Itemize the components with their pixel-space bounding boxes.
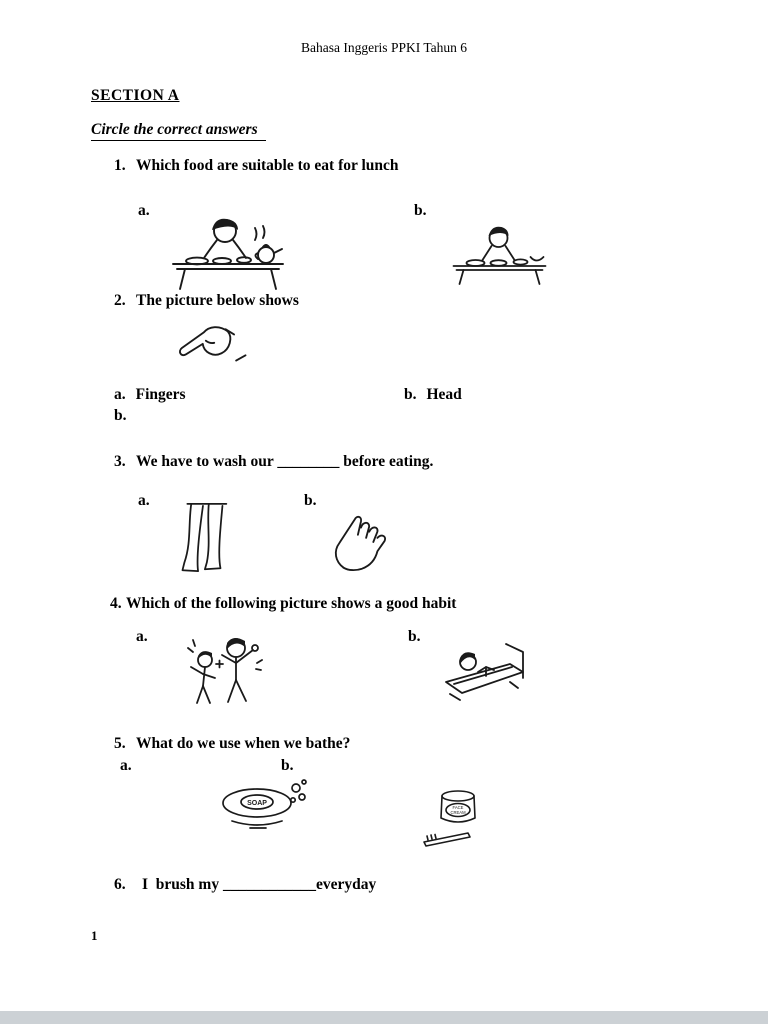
question-1-option-a-image (150, 214, 300, 292)
children-fighting-icon (178, 630, 270, 710)
question-1 (114, 157, 399, 175)
viewer-bottom-bar (0, 1011, 768, 1024)
boy-eating-meal-icon (440, 224, 558, 286)
question-2-option-b (404, 386, 462, 404)
question-6-number: 6. (114, 876, 126, 893)
child-reading-in-bed-icon (440, 638, 528, 706)
question-3-number: 3. (114, 453, 126, 470)
question-5-option-b-label: b. (281, 757, 294, 774)
question-2-option-a-label: a. (114, 386, 126, 403)
question-5-option-a-label: a. (120, 757, 132, 774)
question-5-text: What do we use when we bathe? (136, 735, 351, 752)
question-1-text: Which food are suitable to eat for lunch (136, 157, 399, 174)
question-5-number: 5. (114, 735, 126, 752)
question-5-option-a-image (210, 776, 314, 834)
soap-label: SOAP (247, 800, 267, 807)
question-2 (114, 292, 299, 310)
cream-label-line2: CREAM (450, 810, 466, 815)
instruction-line: Circle the correct answers (91, 121, 266, 141)
question-4-number: 4. (110, 595, 122, 612)
question-6 (114, 876, 376, 894)
question-2-stray-label: b. (114, 407, 127, 424)
question-1-option-a-label: a. (138, 202, 150, 219)
question-6-text: I brush my ____________everyday (142, 876, 377, 893)
question-3-option-b-image (325, 512, 399, 574)
question-3-option-b-label: b. (304, 492, 317, 509)
question-1-option-b-label: b. (414, 202, 427, 219)
question-2-text: The picture below shows (136, 292, 299, 309)
section-title: SECTION A (91, 87, 180, 104)
question-4-option-b-image (440, 638, 528, 706)
question-5 (114, 735, 350, 753)
question-4-option-b-label: b. (408, 628, 421, 645)
boy-eating-lunch-icon (150, 214, 300, 292)
soap-bar-icon (210, 776, 314, 834)
open-palm-hand-icon (325, 512, 399, 574)
question-2-option-b-text: Head (426, 386, 462, 403)
question-2-option-b-label: b. (404, 386, 417, 403)
question-1-option-b-image (440, 224, 558, 286)
question-3-option-a-image (170, 500, 232, 578)
cream-label-line1: FACE (452, 805, 464, 810)
question-5-option-b-image (415, 785, 495, 851)
question-3 (114, 453, 433, 471)
question-2-option-a (114, 386, 186, 404)
question-4-text: Which of the following picture shows a good habit (126, 595, 457, 612)
question-4 (110, 595, 456, 613)
question-2-option-a-text: Fingers (135, 386, 186, 403)
question-4-option-a-label: a. (136, 628, 148, 645)
document-header: Bahasa Inggeris PPKI Tahun 6 (300, 40, 468, 55)
question-1-number: 1. (114, 157, 126, 174)
question-2-image (165, 323, 253, 371)
page-number: 1 (91, 928, 98, 943)
question-3-option-a-label: a. (138, 492, 150, 509)
question-2-number: 2. (114, 292, 126, 309)
face-cream-and-toothbrush-icon (415, 785, 495, 851)
question-3-text: We have to wash our ________ before eating. (136, 453, 434, 470)
legs-icon (170, 500, 232, 578)
pointing-finger-icon (165, 323, 253, 371)
question-4-option-a-image (178, 630, 270, 710)
